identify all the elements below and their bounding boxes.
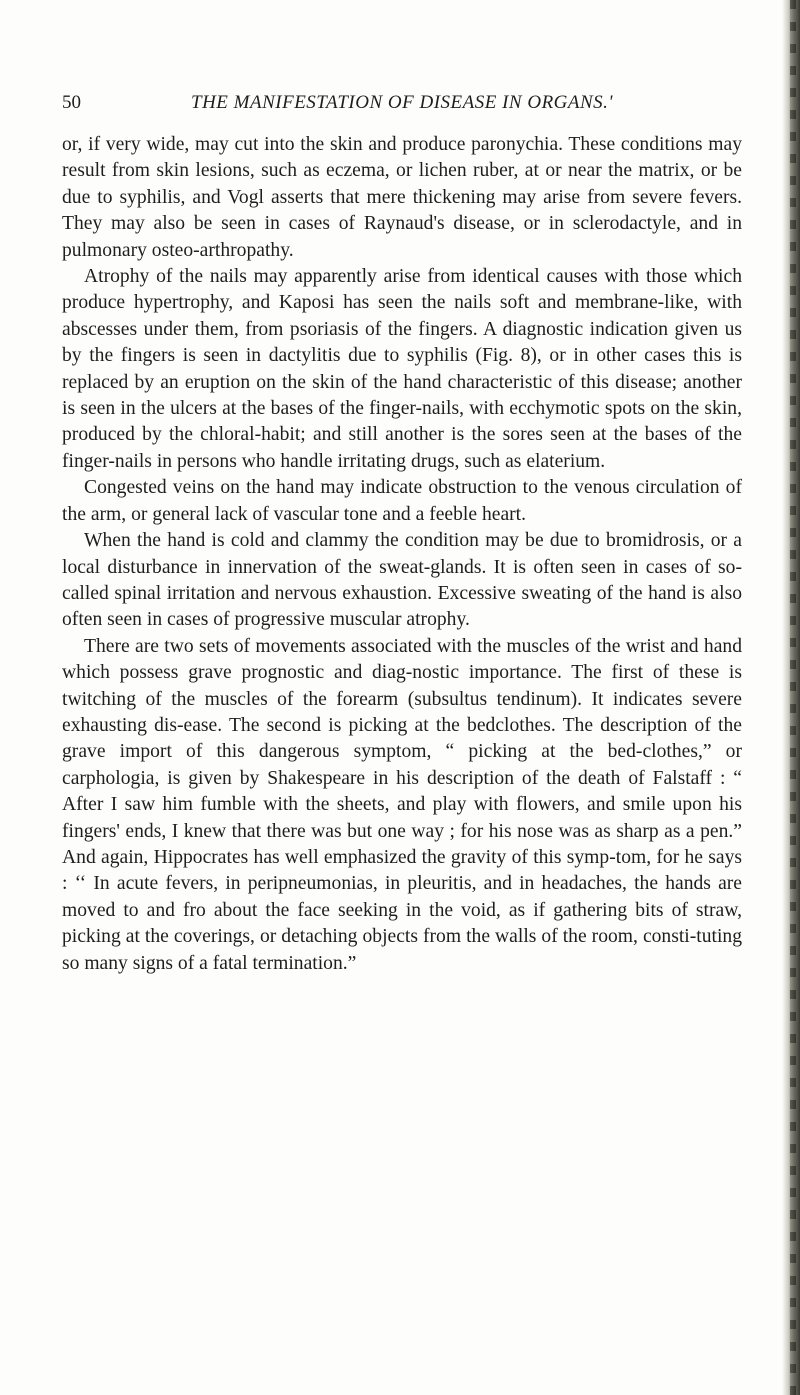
paragraph-atrophy-of-nails: Atrophy of the nails may apparently arise from identical causes with those which produce hypertrophy, and Kaposi has seen the nails soft and membrane-like, with abscesses under them, from psoriasis of the fingers. A diagnostic indication given us by the fingers is seen in dactylitis due to syphilis (Fig. 8), or in other cases this is replaced by an eruption on the skin of the hand characteristic of this disease; another is seen in the ulcers at the bases of the finger-nails, with ecchymotic spots on the skin, produced by the chloral-habit; and still another is the sores seen at the bases of the finger-nails in persons who handle irritating drugs, such as elaterium. [62, 266, 742, 472]
paragraph-continued-nails: or, if very wide, may cut into the skin and produce paronychia. These conditions may result from skin lesions, such as eczema, or lichen ruber, at or near the matrix, or be due to syphilis, and Vogl asserts that mere thickening may arise from severe fevers. They may also be seen in cases of Raynaud's disease, or in sclerodactyle, and in pulmonary osteo-arthropathy. [62, 134, 742, 261]
paragraph-wrist-hand-movements: There are two sets of movements associated with the muscles of the wrist and hand which possess grave prognostic and diag-nostic importance. The first of these is twitching of the muscles of the forearm (subsultus tendinum). It indicates severe exhausting dis-ease. The second is picking at the bedclothes. The description of the grave import of this dangerous symptom, “ picking at the bed-clothes,” or carphologia, is given by Shakespeare in his description of the death of Falstaff : “ After I saw him fumble with the sheets, and play with flowers, and smile upon his fingers' ends, I knew that there was but one way ; for his nose was as sharp as a pen.” And again, Hippocrates has well emphasized the gravity of this symp-tom, for he says : ‘‘ In acute fevers, in peripneumonias, in pleuritis, and in headaches, the hands are moved to and fro about the face seeking in the void, as if gathering bits of straw, picking at the coverings, or detaching objects from the walls of the room, consti-tuting so many signs of a fatal termination.” [62, 635, 742, 974]
page-number: 50 [62, 92, 81, 113]
body-text [62, 132, 742, 977]
running-title: THE MANIFESTATION OF DISEASE IN ORGANS.' [191, 92, 613, 113]
paragraph-congested-veins: Congested veins on the hand may indicate obstruction to the venous circulation of the arm, or general lack of vascular tone and a feeble heart. [62, 477, 742, 525]
binding-edge-texture [790, 0, 796, 1395]
paragraph-cold-clammy-hand: When the hand is cold and clammy the condition may be due to bromidrosis, or a local disturbance in innervation of the sweat-glands. It is often seen in cases of so-called spinal irritation and nervous exhaustion. Excessive sweating of the hand is also often seen in cases of progressive muscular atrophy. [62, 530, 742, 631]
running-head [62, 90, 742, 116]
